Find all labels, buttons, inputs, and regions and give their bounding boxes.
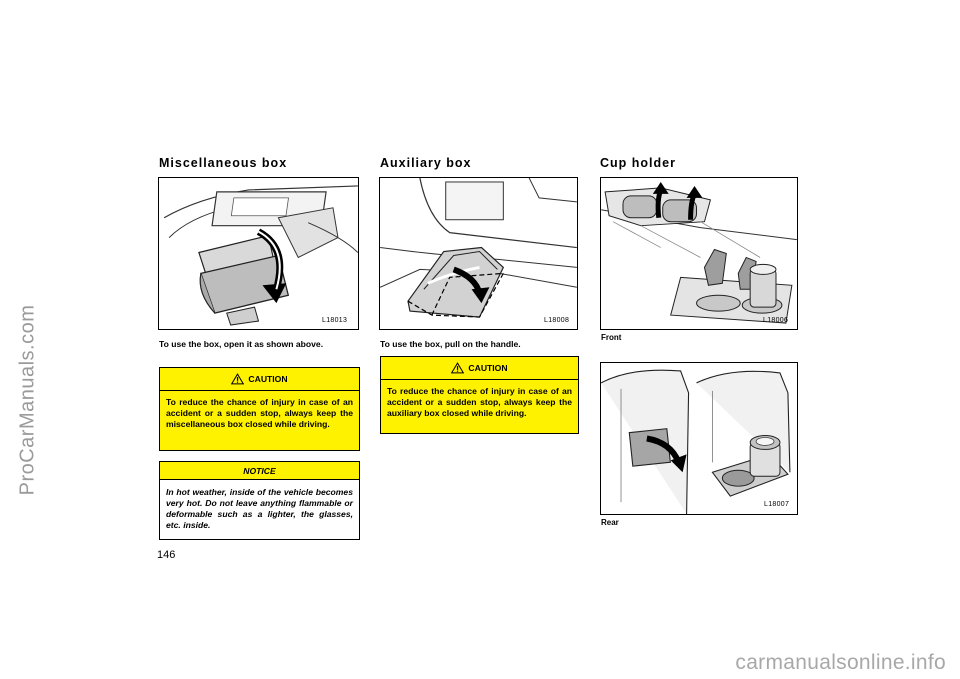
aux-caution-box — [380, 356, 579, 434]
front-cup-holder-illustration — [600, 177, 798, 330]
warning-triangle-icon — [231, 373, 244, 385]
misc-figure-code: L18013 — [322, 317, 348, 324]
front-figure-code: L18006 — [763, 317, 789, 324]
misc-box-drawing — [159, 178, 358, 329]
bottom-watermark: carmanualsonline.info — [735, 651, 946, 674]
misc-notice-header: NOTICE — [160, 462, 359, 480]
rear-cup-holder-illustration — [600, 362, 798, 515]
page-number: 146 — [157, 549, 176, 561]
aux-box-drawing — [380, 178, 577, 329]
misc-caution-header — [160, 368, 359, 391]
aux-caution-header — [381, 357, 578, 380]
aux-caution-text: To reduce the chance of injury in case of an accident or a sudden stop, always keep the auxiliary box closed while driving. — [387, 386, 572, 418]
aux-box-illustration — [379, 177, 578, 330]
misc-caution-box — [159, 367, 360, 451]
misc-caution-text: To reduce the chance of injury in case of an accident or a sudden stop, always keep the miscellaneous box closed while driving. — [166, 397, 353, 429]
rear-cup-holder-drawing — [601, 363, 797, 514]
aux-figure-code: L18008 — [544, 317, 570, 324]
front-cup-holder-drawing — [601, 178, 797, 329]
misc-notice-box — [159, 461, 360, 540]
cup-holder-title: Cup holder — [600, 156, 676, 170]
front-caption: Front — [601, 333, 622, 342]
rear-figure-code: L18007 — [764, 501, 790, 508]
aux-box-title: Auxiliary box — [380, 156, 472, 170]
misc-notice-text: In hot weather, inside of the vehicle becomes very hot. Do not leave anything flammable or deformable such as a lighter, the glasses, etc. inside. — [166, 487, 353, 530]
aux-box-instructions: To use the box, pull on the handle. — [380, 339, 521, 349]
aux-caution-label: CAUTION — [468, 363, 508, 373]
misc-box-instructions: To use the box, open it as shown above. — [159, 339, 324, 349]
misc-caution-label: CAUTION — [248, 374, 288, 384]
misc-box-illustration — [158, 177, 359, 330]
misc-box-title: Miscellaneous box — [159, 156, 288, 170]
side-watermark-text: ProCarManuals.com — [16, 304, 39, 496]
warning-triangle-icon — [451, 362, 464, 374]
rear-caption: Rear — [601, 518, 619, 527]
side-watermark — [8, 180, 48, 620]
